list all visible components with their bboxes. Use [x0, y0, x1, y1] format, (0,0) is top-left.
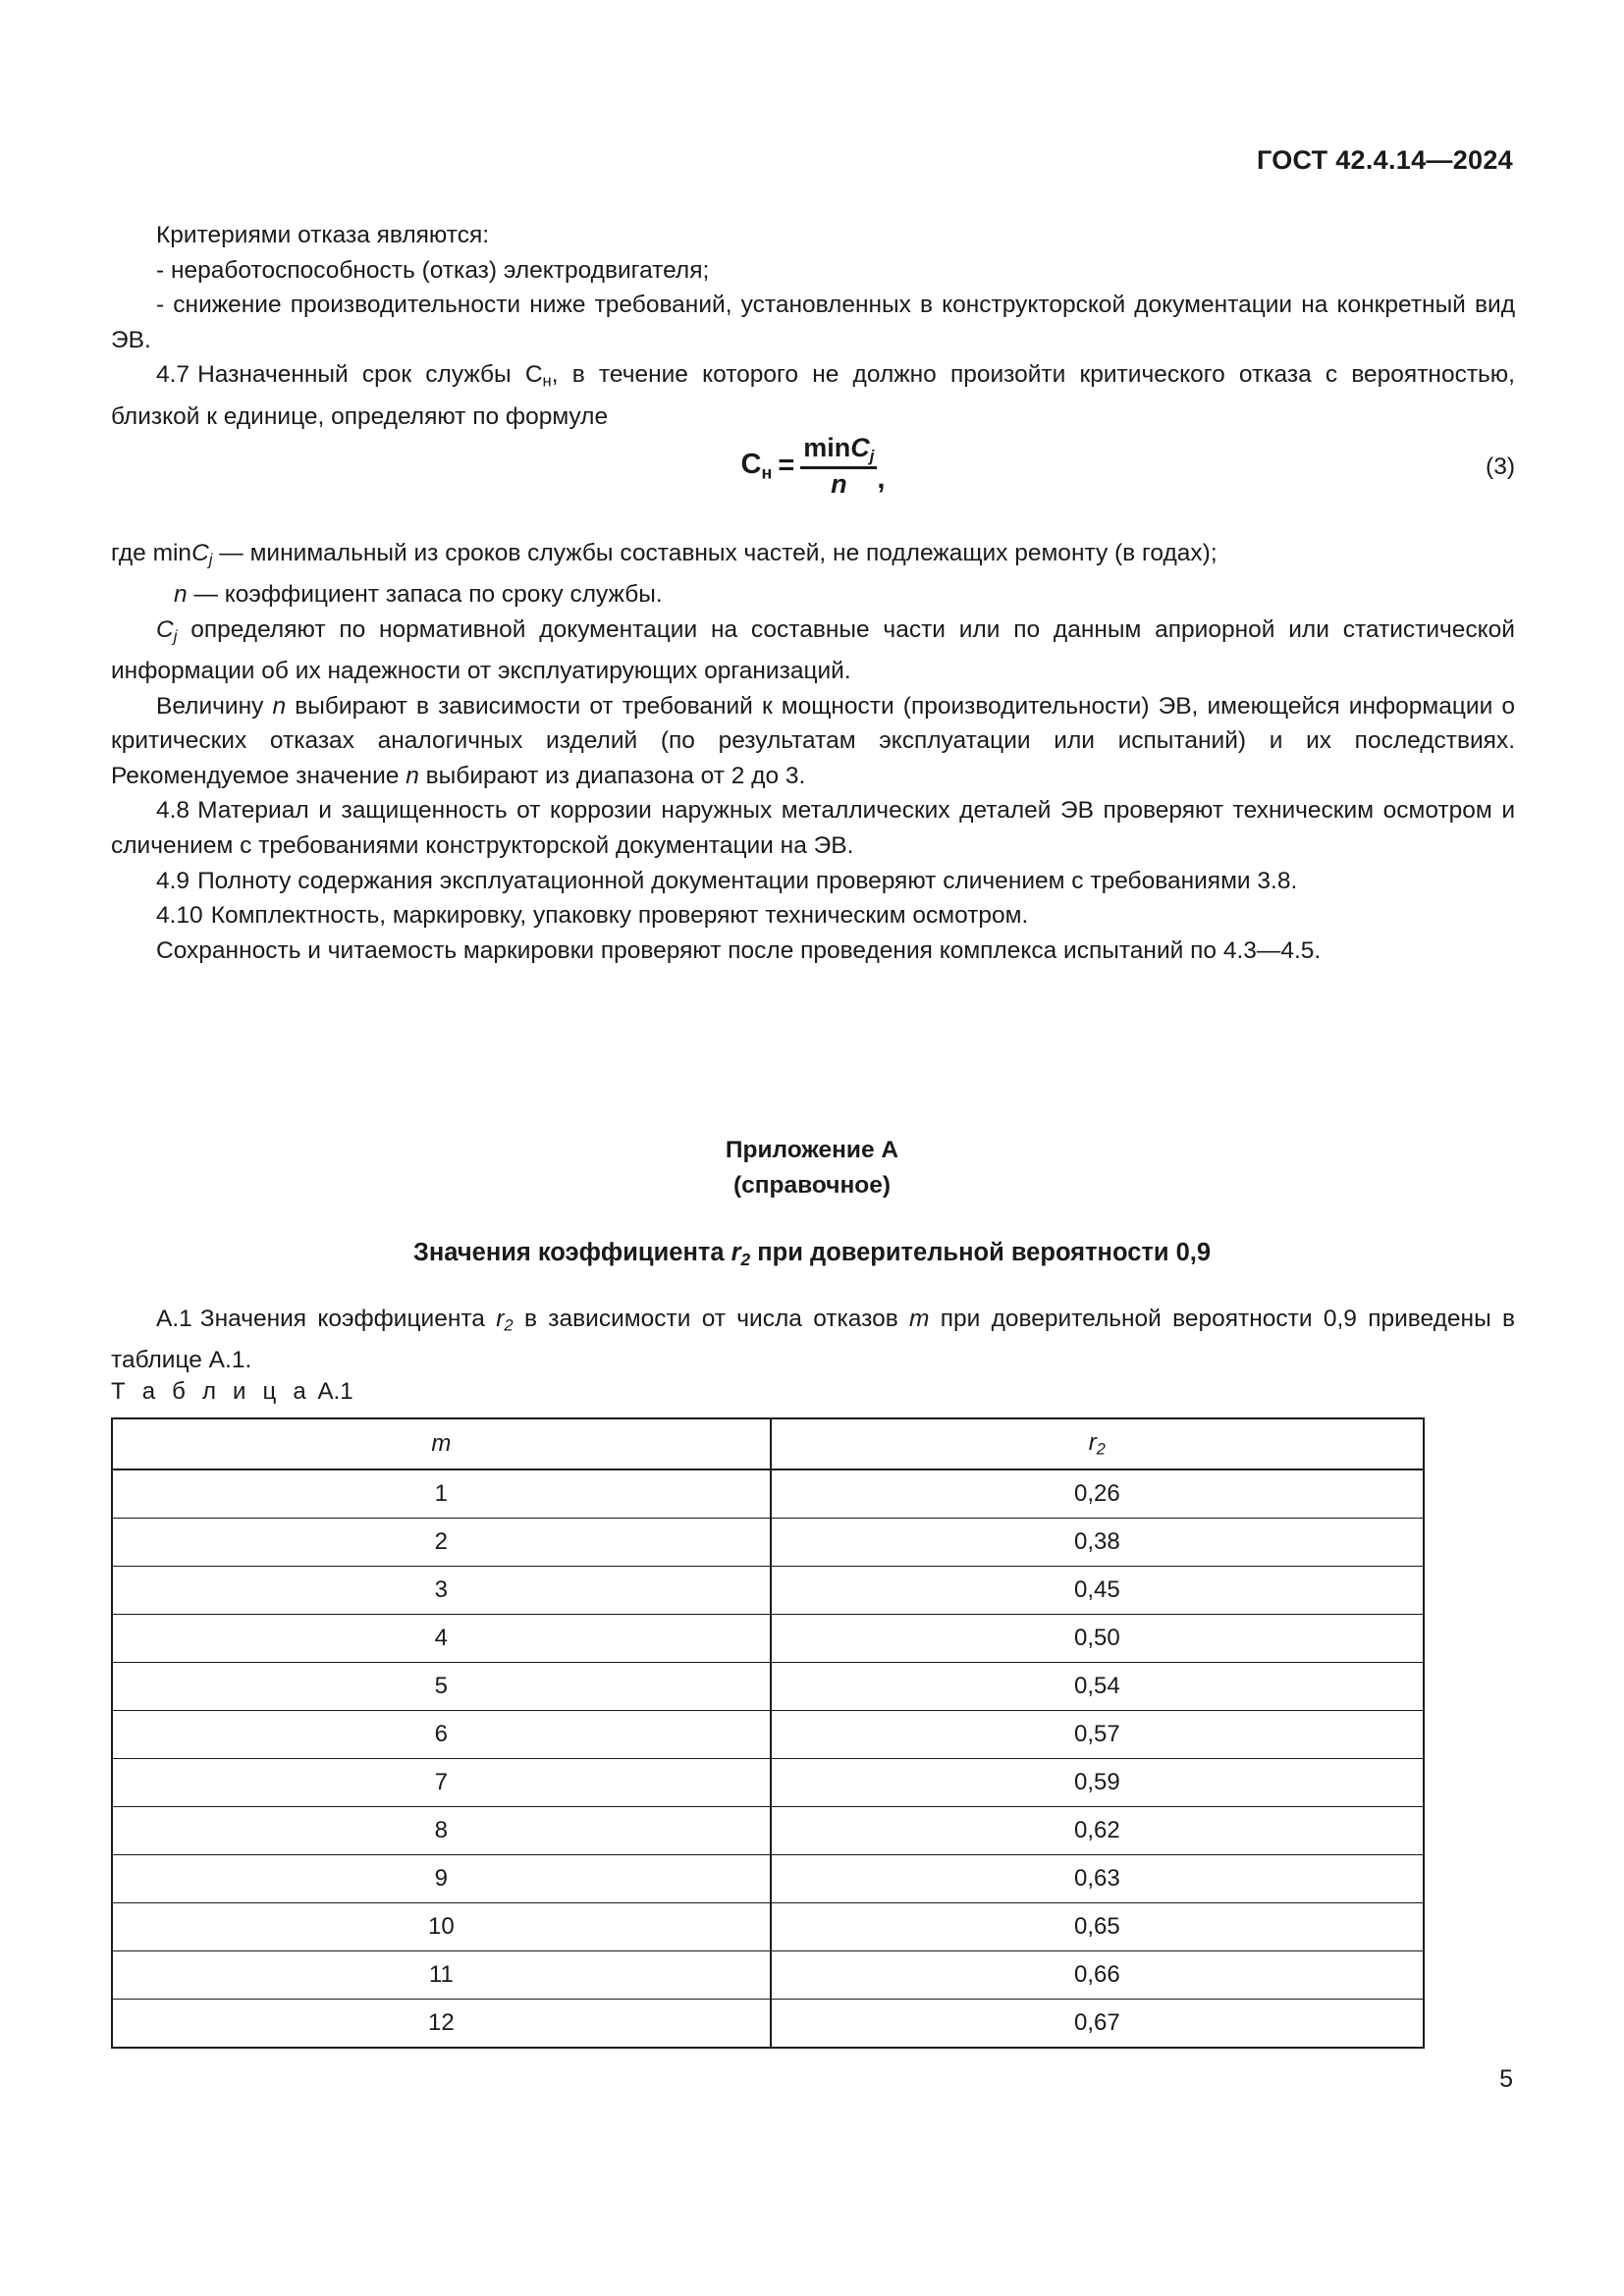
- a1-text-middle: в зависимости от числа отказов: [523, 1306, 898, 1332]
- clause-number-4-7: 4.7: [156, 361, 190, 389]
- cell-m: 4: [112, 1615, 771, 1663]
- paragraph-cj: [111, 613, 1515, 689]
- paragraph-a1: [111, 1302, 1515, 1378]
- n-range-lead: Величину: [156, 692, 264, 720]
- cell-r2: 0,26: [771, 1469, 1424, 1519]
- appendix-a1-block: [111, 1302, 1515, 1378]
- cell-r2: 0,54: [771, 1663, 1424, 1711]
- formula-lhs: Сн: [740, 448, 773, 483]
- cell-r2: 0,66: [771, 1951, 1424, 2000]
- n-range-var-2: n: [406, 762, 419, 789]
- table-row: [112, 1469, 1424, 1519]
- table-row: [112, 1567, 1424, 1615]
- paragraph-bullet-1: [111, 253, 1515, 289]
- cell-r2: 0,62: [771, 1807, 1424, 1855]
- cell-m: 12: [112, 2000, 771, 2049]
- cell-m: 1: [112, 1469, 771, 1519]
- clause-4-7-text-b: , в течение которого не должно произойти критического отказа с вероятностью, близкой к единице, определяют по формуле: [111, 361, 1515, 430]
- paragraph-where-min: [111, 536, 1515, 577]
- paragraph-n-range: [111, 689, 1515, 794]
- formula-denominator: n: [831, 468, 847, 499]
- formula-lhs-subscript: н: [761, 462, 773, 483]
- formula-trailing-comma: ,: [877, 463, 886, 496]
- cell-m: 8: [112, 1807, 771, 1855]
- coefficient-table: [111, 1417, 1425, 2049]
- cell-r2: 0,45: [771, 1567, 1424, 1615]
- table-row: [112, 1519, 1424, 1567]
- table-row: [112, 1711, 1424, 1759]
- cell-r2: 0,65: [771, 1903, 1424, 1951]
- clause-4-9-text: Полноту содержания эксплуатационной документации проверяют сличением с требованиями 3.8.: [197, 867, 1298, 894]
- table-row: [112, 1615, 1424, 1663]
- body-text-block: [111, 218, 1515, 434]
- table-row: [112, 1951, 1424, 2000]
- appendix-title-var: r: [731, 1239, 741, 1266]
- table-header-r2: $r_2$: [771, 1418, 1424, 1469]
- paragraph-final: [111, 934, 1515, 969]
- formula-expression: [111, 434, 1515, 498]
- paragraph-where-n: [111, 577, 1515, 613]
- appendix-kind: (справочное): [732, 1172, 892, 1199]
- clause-4-7-subscript: н: [542, 372, 552, 392]
- paragraph-bullet-2: [111, 288, 1515, 357]
- clause-number-4-8: 4.8: [156, 797, 190, 825]
- where-min-var: C: [191, 540, 209, 566]
- bullet-2-text: - снижение производительности ниже требований, установленных в конструкторской документации на конкретный вид ЭВ.: [111, 292, 1515, 353]
- table-row: [112, 1855, 1424, 1903]
- cell-r2: 0,38: [771, 1519, 1424, 1567]
- cell-m: 7: [112, 1759, 771, 1807]
- a1-text-after: при доверительной вероятности 0,9 приведены в таблице А.1.: [111, 1306, 1515, 1374]
- cell-r2: 0,59: [771, 1759, 1424, 1807]
- cell-m: 3: [112, 1567, 771, 1615]
- table-row: [112, 1807, 1424, 1855]
- paragraph-4-8: [111, 793, 1515, 863]
- cell-r2: 0,57: [771, 1711, 1424, 1759]
- formula-number: (3): [1486, 454, 1515, 480]
- page-number: 5: [1499, 2065, 1513, 2093]
- cj-subscript: j: [173, 626, 178, 646]
- where-min-definition: — минимальный из сроков службы составных частей, не подлежащих ремонту (в годах);: [219, 540, 1218, 566]
- cell-r2: 0,63: [771, 1855, 1424, 1903]
- cell-m: 9: [112, 1855, 771, 1903]
- final-text: Сохранность и читаемость маркировки проверяют после проведения комплекса испытаний по 4.3—4.5.: [156, 936, 1322, 964]
- cell-m: 11: [112, 1951, 771, 2000]
- cj-text: определяют по нормативной документации на составные части или по данным априорной или статистической информации об их надежности от эксплуатирующих организаций.: [111, 615, 1515, 685]
- cell-m: 10: [112, 1903, 771, 1951]
- table-caption: [111, 1378, 353, 1406]
- formula-fraction: [800, 434, 877, 498]
- clause-number-a1: А.1: [156, 1306, 192, 1332]
- n-range-text-a: выбирают в зависимости от требований к мощности (производительности) ЭВ, имеющейся информации о критических отказах аналогичных изделий (по результатам эксплуатации или испытаний) и их последствиях. Рекомендуемое значение: [111, 692, 1516, 789]
- clause-4-7-text-a: Назначенный срок службы С: [197, 361, 543, 389]
- running-header-standard-id: ГОСТ 42.4.14—2024: [1256, 145, 1513, 175]
- where-min-subscript: j: [208, 550, 213, 569]
- a1-var-r: r: [496, 1306, 505, 1332]
- a1-var-r-subscript: 2: [504, 1315, 514, 1335]
- n-range-text-b: выбирают из диапазона от 2 до 3.: [425, 762, 806, 789]
- clause-number-4-10: 4.10: [156, 902, 203, 930]
- body-text-block-after-formula: [111, 536, 1515, 968]
- formula-equals: =: [778, 450, 795, 482]
- cell-m: 2: [112, 1519, 771, 1567]
- cell-m: 6: [112, 1711, 771, 1759]
- paragraph-4-10: [111, 898, 1515, 934]
- appendix-title-before: Значения коэффициента: [412, 1239, 725, 1266]
- table-row: [112, 1903, 1424, 1951]
- table-row: [112, 1663, 1424, 1711]
- where-min-symbol: min: [152, 540, 192, 566]
- a1-var-m: m: [909, 1306, 930, 1332]
- paragraph-4-9: [111, 864, 1515, 899]
- table-caption-word: Т а б л и ц а: [111, 1378, 311, 1405]
- clause-number-4-9: 4.9: [156, 867, 190, 894]
- appendix-title-subscript: 2: [740, 1249, 751, 1269]
- cj-var: C: [156, 615, 174, 643]
- criteria-intro-text: Критериями отказа являются:: [156, 222, 490, 248]
- appendix-title: [0, 1239, 1624, 1270]
- cell-r2: 0,67: [771, 2000, 1424, 2049]
- paragraph-criteria-intro: [111, 218, 1515, 253]
- where-n-definition: — коэффициент запаса по сроку службы.: [193, 581, 663, 609]
- appendix-title-after: при доверительной вероятности 0,9: [757, 1239, 1212, 1266]
- appendix-label: Приложение А: [725, 1137, 899, 1163]
- n-range-var: n: [272, 692, 287, 720]
- clause-4-10-text: Комплектность, маркировку, упаковку проверяют техническим осмотром.: [210, 902, 1029, 930]
- bullet-1-text: - неработоспособность (отказ) электродвигателя;: [156, 256, 710, 284]
- where-n-var: n: [174, 581, 188, 609]
- table-header-m: m: [112, 1418, 771, 1469]
- paragraph-4-7: [111, 357, 1515, 434]
- clause-4-8-text: Материал и защищенность от коррозии наружных металлических деталей ЭВ проверяют техническим осмотром и сличением с требованиями конструкторской документации на ЭВ.: [111, 797, 1515, 860]
- table-row: [112, 1759, 1424, 1807]
- cell-m: 5: [112, 1663, 771, 1711]
- formula-row-3: [111, 432, 1515, 520]
- cell-r2: 0,50: [771, 1615, 1424, 1663]
- table-header-row: [112, 1418, 1424, 1469]
- table-row: [112, 2000, 1424, 2049]
- table-caption-number: А.1: [317, 1378, 353, 1405]
- table-body: [112, 1469, 1424, 2048]
- formula-numerator: minCj: [803, 433, 875, 466]
- a1-text-before: Значения коэффициента: [199, 1306, 485, 1332]
- where-label: где: [111, 540, 146, 566]
